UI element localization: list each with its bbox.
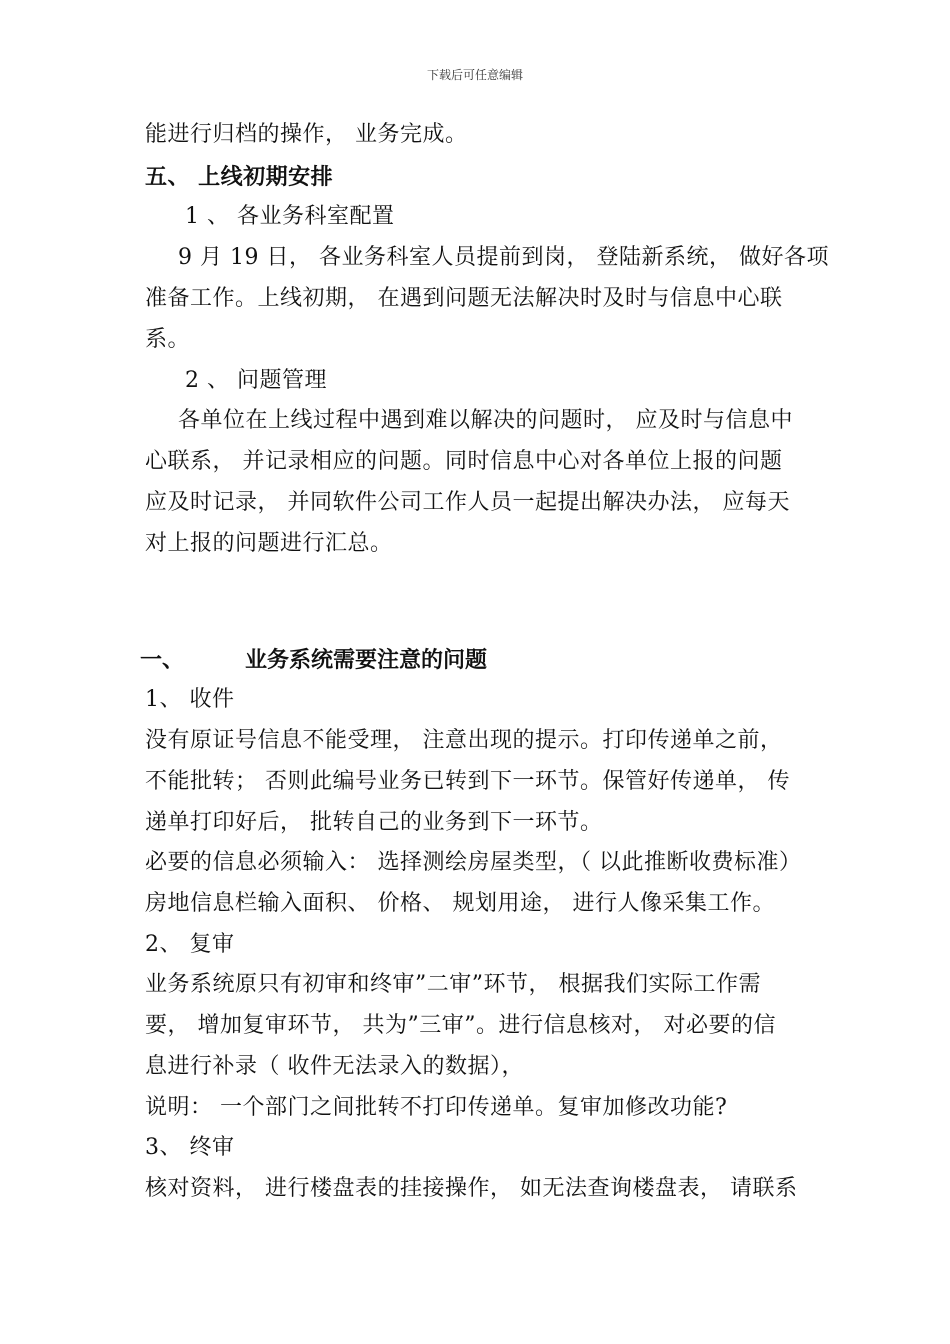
text-line: 必要的信息必须输入： 选择测绘房屋类型，（ 以此推断收费标准） — [145, 850, 802, 875]
text-line: 系。 — [145, 327, 191, 352]
text-line: 息进行补录（ 收件无法录入的数据）， — [145, 1054, 524, 1079]
text-line: 能进行归档的操作， 业务完成。 — [145, 122, 468, 147]
text-line: 业务系统原只有初审和终审”二审”环节， 根据我们实际工作需 — [145, 972, 761, 997]
text-line: 说明： 一个部门之间批转不打印传递单。复审加修改功能? — [145, 1095, 728, 1120]
section-heading-1-title: 业务系统需要注意的问题 — [245, 647, 488, 673]
text-line: 房地信息栏输入面积、 价格、 规划用途， 进行人像采集工作。 — [145, 891, 775, 916]
text-line: 各单位在上线过程中遇到难以解决的问题时， 应及时与信息中 — [178, 408, 793, 433]
text-line: 要， 增加复审环节， 共为”三审”。进行信息核对， 对必要的信 — [145, 1013, 776, 1038]
item-heading-3: 3、 终审 — [145, 1135, 235, 1160]
text-line: 核对资料， 进行楼盘表的挂接操作， 如无法查询楼盘表， 请联系 — [145, 1176, 798, 1201]
page-header: 下载后可任意编辑 — [426, 68, 523, 82]
text-line: 心联系， 并记录相应的问题。同时信息中心对各单位上报的问题 — [145, 449, 783, 474]
item-heading-2: 2、 复审 — [145, 932, 235, 957]
text-line: 对上报的问题进行汇总。 — [145, 531, 393, 556]
text-line: 应及时记录， 并同软件公司工作人员一起提出解决办法， 应每天 — [145, 490, 790, 515]
text-line: 递单打印好后， 批转自己的业务到下一环节。 — [145, 810, 603, 835]
section-heading-5: 五、 上线初期安排 — [145, 164, 334, 190]
item-heading-1: 1、 收件 — [145, 687, 235, 712]
text-line: 9 月 19 日， 各业务科室人员提前到岗， 登陆新系统， 做好各项 — [178, 245, 829, 270]
subsection-heading-1: 1 、 各业务科室配置 — [185, 204, 395, 229]
text-line: 准备工作。上线初期， 在遇到问题无法解决时及时与信息中心联 — [145, 286, 783, 311]
subsection-heading-2: 2 、 问题管理 — [185, 368, 327, 393]
section-heading-1-number: 一、 — [140, 647, 185, 673]
text-line: 不能批转； 否则此编号业务已转到下一环节。保管好传递单， 传 — [145, 769, 790, 794]
text-line: 没有原证号信息不能受理， 注意出现的提示。打印传递单之前， — [145, 728, 783, 753]
